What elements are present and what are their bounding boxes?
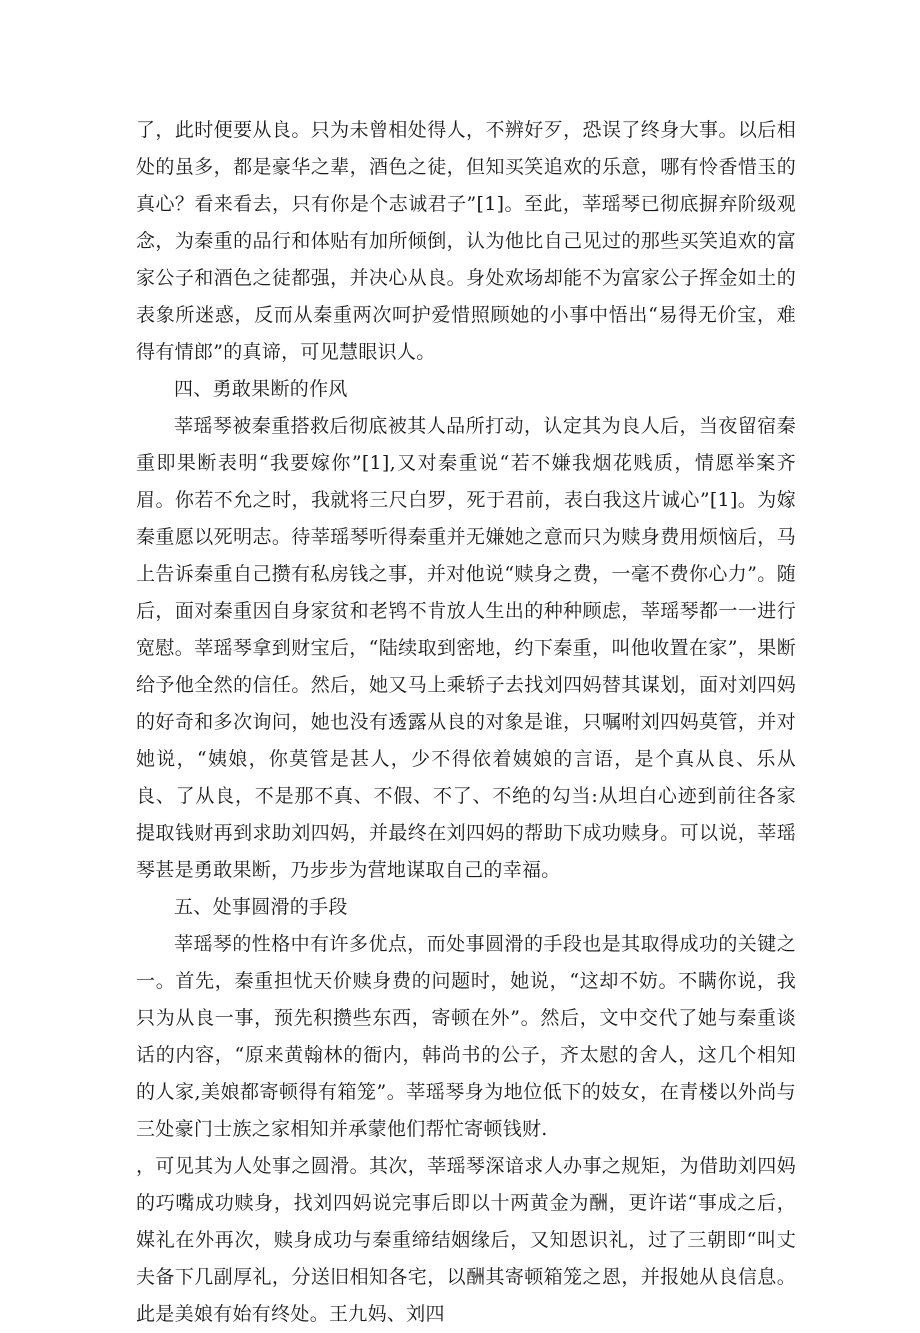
paragraph-3: 莘瑶琴的性格中有许多优点，而处事圆滑的手段也是其取得成功的关键之一。首先，秦重担忧天价赎身费的问题时，她说，“这却不妨。不瞒你说，我只为从良一事，预先积攒些东西，寄顿在外”。然后，文中交代了她与秦重谈话的内容，“原来黄翰林的衙内，韩尚书的公子，齐太慰的舍人，这几个相知的人家,美娘都寄顿得有箱笼”。莘瑶琴身为地位低下的妓女，在青楼以外尚与三处豪门士族之家相知并承蒙他们帮忙寄顿钱财. [136,933,796,1140]
document-body [136,112,796,1333]
paragraph-2: 莘瑶琴被秦重搭救后彻底被其人品所打动，认定其为良人后，当夜留宿秦重即果断表明“我要嫁你”[1],又对秦重说“若不嫌我烟花贱质，情愿举案齐眉。你若不允之时，我就将三尺白罗，死于君前，表白我这片诚心”[1]。为嫁秦重愿以死明志。待莘瑶琴听得秦重并无嫌她之意而只为赎身费用烦恼后，马上告诉秦重自己攒有私房钱之事，并对他说“赎身之费，一毫不费你心力”。随后，面对秦重因自身家贫和老鸨不肯放人生出的种种顾虑，莘瑶琴都一一进行宽慰。莘瑶琴拿到财宝后，“陆续取到密地，约下秦重，叫他收置在家”，果断给予他全然的信任。然后，她又马上乘轿子去找刘四妈替其谋划，面对刘四妈的好奇和多次询问，她也没有透露从良的对象是谁，只嘱咐刘四妈莫管，并对她说，“姨娘，你莫管是甚人，少不得依着姨娘的言语，是个真从良、乐从良、了从良，不是那不真、不假、不了、不绝的勾当:从坦白心迹到前往各家提取钱财再到求助刘四妈，并最终在刘四妈的帮助下成功赎身。可以说，莘瑶琴甚是勇敢果断，乃步步为营地谋取自己的幸福。 [136,415,796,881]
section-heading-5: 五、处事圆滑的手段 [174,896,348,918]
paragraph-1: 了，此时便要从良。只为未曾相处得人，不辨好歹，恐误了终身大事。以后相处的虽多，都是豪华之辈，酒色之徒，但知买笑追欢的乐意，哪有怜香惜玉的真心？看来看去，只有你是个志诚君子”[1]。至此，莘瑶琴已彻底摒弃阶级观念，为秦重的品行和体贴有加所倾倒，认为他比自己见过的那些买笑追欢的富家公子和酒色之徒都强，并决心从良。身处欢场却能不为富家公子挥金如土的表象所迷惑，反而从秦重两次呵护爱惜照顾她的小事中悟出“易得无价宝，难得有情郎”的真谛，可见慧眼识人。 [136,119,796,363]
section-heading-4: 四、勇敢果断的作风 [174,378,348,400]
paragraph-4: ，可见其为人处事之圆滑。其次，莘瑶琴深谙求人办事之规矩，为借助刘四妈的巧嘴成功赎身，找刘四妈说完事后即以十两黄金为酬，更许诺“事成之后，媒礼在外再次，赎身成功与秦重缔结姻缘后，又知恩识礼，过了三朝即“叫丈夫备下几副厚礼，分送旧相知各宅，以酬其寄顿箱笼之恩，并报她从良信息。此是美娘有始有终处。王九妈、刘四 [136,1155,796,1325]
